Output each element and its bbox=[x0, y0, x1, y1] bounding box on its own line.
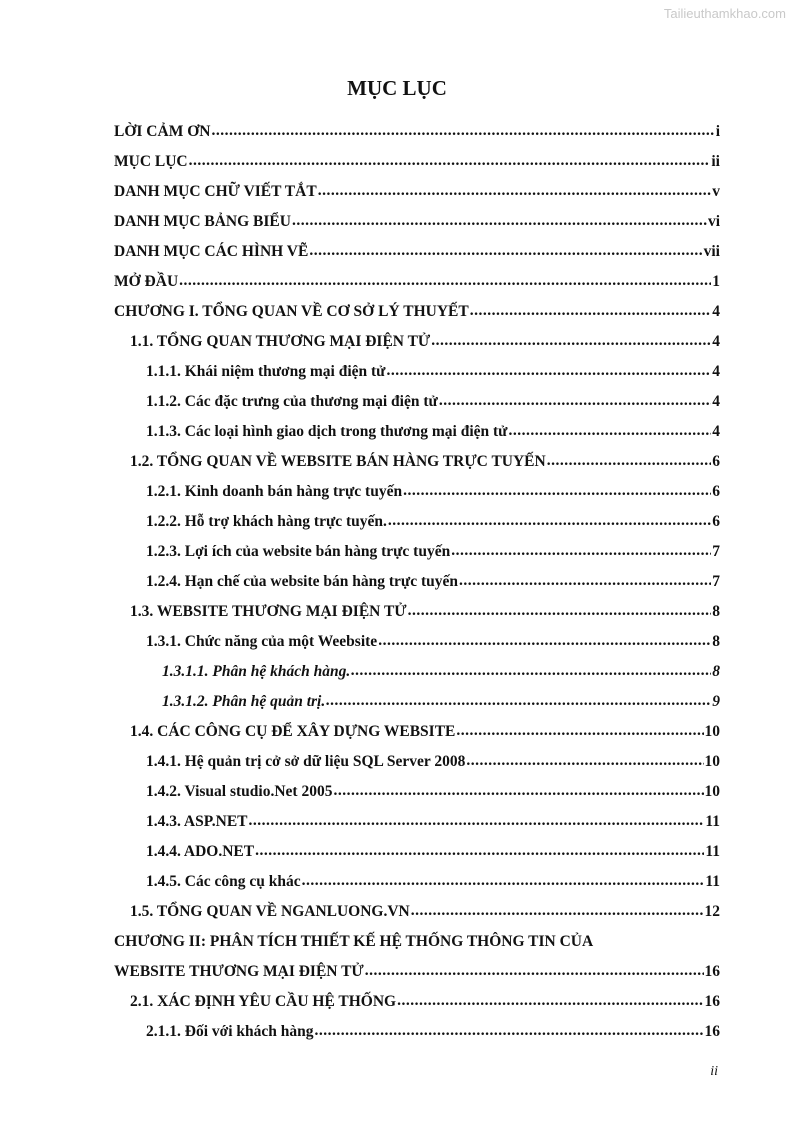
toc-entry-label: MỤC LỤC bbox=[114, 153, 188, 170]
toc-entry-label: DANH MỤC BẢNG BIỂU bbox=[114, 213, 291, 230]
toc-entry-label: CHƯƠNG I. TỔNG QUAN VỀ CƠ SỞ LÝ THUYẾT bbox=[114, 303, 469, 320]
page-number: ii bbox=[710, 1064, 718, 1079]
toc-entry-label: 1.2.4. Hạn chế của website bán hàng trực tuyến bbox=[146, 573, 458, 590]
toc-entry-label: 1.3. WEBSITE THƯƠNG MẠI ĐIỆN TỬ bbox=[130, 603, 407, 620]
toc-entry-page: v bbox=[712, 183, 720, 200]
toc-entry-label: WEBSITE THƯƠNG MẠI ĐIỆN TỬ bbox=[114, 963, 364, 980]
toc-leader-dots bbox=[456, 722, 703, 740]
toc-entry-label: 1.3.1.2. Phân hệ quản trị. bbox=[162, 693, 326, 710]
toc-entry-label: 1.2.3. Lợi ích của website bán hàng trực tuyến bbox=[146, 543, 451, 560]
toc-entry[interactable] bbox=[146, 801, 720, 831]
toc-entry-page: 6 bbox=[712, 513, 720, 530]
toc-leader-dots bbox=[292, 212, 707, 230]
toc-entry[interactable] bbox=[146, 861, 720, 891]
toc-entry-page: vii bbox=[703, 243, 720, 260]
toc-entry-label: 1.2.1. Kinh doanh bán hàng trực tuyến bbox=[146, 483, 403, 500]
toc-leader-dots bbox=[397, 992, 703, 1010]
toc-leader-dots bbox=[439, 392, 711, 410]
toc-entry[interactable] bbox=[146, 831, 720, 861]
toc-leader-dots bbox=[326, 692, 711, 710]
toc-entry-page: 11 bbox=[705, 843, 720, 860]
toc-leader-dots bbox=[302, 872, 705, 890]
toc-leader-dots bbox=[459, 572, 711, 590]
toc-entry-label: MỞ ĐẦU bbox=[114, 273, 179, 290]
toc-entry-page: 4 bbox=[712, 303, 720, 320]
page-title: MỤC LỤC bbox=[347, 76, 447, 100]
toc-entry[interactable] bbox=[114, 921, 720, 951]
toc-entry[interactable] bbox=[114, 141, 720, 171]
toc-leader-dots bbox=[179, 272, 711, 290]
toc-entry-label: DANH MỤC CÁC HÌNH VẼ bbox=[114, 243, 309, 260]
toc-entry-page: 1 bbox=[712, 273, 720, 290]
toc-entry[interactable] bbox=[114, 231, 720, 261]
toc-entry[interactable] bbox=[146, 741, 720, 771]
toc-entry-label: CHƯƠNG II: PHÂN TÍCH THIẾT KẾ HỆ THỐNG THÔNG TIN CỦA bbox=[114, 933, 594, 950]
toc-entry[interactable] bbox=[130, 711, 720, 741]
toc-entry-page: 4 bbox=[712, 423, 720, 440]
toc-entry[interactable] bbox=[146, 411, 720, 441]
toc-entry-page: i bbox=[715, 123, 720, 140]
toc-entry-page: 12 bbox=[704, 903, 720, 920]
toc-entry[interactable] bbox=[146, 621, 720, 651]
toc-entry-label: 1.4.3. ASP.NET bbox=[146, 813, 248, 830]
toc-leader-dots bbox=[318, 182, 712, 200]
toc-entry-page: 8 bbox=[712, 663, 720, 680]
toc-entry-label: 1.3.1.1. Phân hệ khách hàng. bbox=[162, 663, 351, 680]
watermark-text: Tailieuthamkhao.com bbox=[663, 6, 786, 21]
toc-entry[interactable] bbox=[146, 561, 720, 591]
toc-entry-label: DANH MỤC CHỮ VIẾT TẮT bbox=[114, 183, 317, 200]
toc-entry-label: 1.1.3. Các loại hình giao dịch trong thương mại điện tử bbox=[146, 423, 508, 440]
toc-entry[interactable] bbox=[146, 381, 720, 411]
toc-entry-page: vi bbox=[707, 213, 720, 230]
toc-entry-label: 1.3.1. Chức năng của một Weebsite bbox=[146, 633, 378, 650]
toc-entry[interactable] bbox=[146, 351, 720, 381]
toc-entry[interactable] bbox=[114, 171, 720, 201]
toc-entry[interactable] bbox=[114, 291, 720, 321]
toc-entry-label: 2.1.1. Đối với khách hàng bbox=[146, 1023, 314, 1040]
toc-leader-dots bbox=[333, 782, 703, 800]
toc-entry[interactable] bbox=[146, 1011, 720, 1041]
toc-entry-page: 8 bbox=[712, 603, 720, 620]
toc-entry[interactable] bbox=[146, 471, 720, 501]
toc-entry[interactable] bbox=[146, 531, 720, 561]
toc-leader-dots bbox=[386, 362, 711, 380]
toc-leader-dots bbox=[408, 602, 712, 620]
toc-entry-label: 1.4.5. Các công cụ khác bbox=[146, 873, 301, 890]
toc-entry-page: 7 bbox=[712, 573, 720, 590]
toc-entry-label: 1.1.1. Khái niệm thương mại điện tử bbox=[146, 363, 386, 380]
toc-leader-dots bbox=[466, 752, 703, 770]
toc-leader-dots bbox=[388, 512, 711, 530]
toc-leader-dots bbox=[547, 452, 712, 470]
toc-leader-dots bbox=[249, 812, 705, 830]
toc-entry-label: 1.4. CÁC CÔNG CỤ ĐỂ XÂY DỰNG WEBSITE bbox=[130, 723, 456, 740]
toc-entry-page: 6 bbox=[712, 453, 720, 470]
toc-entry[interactable] bbox=[130, 591, 720, 621]
toc-entry-page: 7 bbox=[712, 543, 720, 560]
toc-entry-page: 16 bbox=[704, 993, 720, 1010]
toc-entry-label: 1.1. TỔNG QUAN THƯƠNG MẠI ĐIỆN TỬ bbox=[130, 333, 431, 350]
toc-leader-dots bbox=[403, 482, 711, 500]
toc-entry-page: 16 bbox=[704, 1023, 720, 1040]
toc-entry[interactable] bbox=[114, 201, 720, 231]
toc-entry[interactable] bbox=[114, 261, 720, 291]
toc-entry-label: 1.1.2. Các đặc trưng của thương mại điện tử bbox=[146, 393, 438, 410]
toc-entry[interactable] bbox=[162, 651, 720, 681]
toc-entry[interactable] bbox=[114, 951, 720, 981]
toc-leader-dots bbox=[315, 1022, 704, 1040]
toc-entry-page: 11 bbox=[705, 813, 720, 830]
toc-entry[interactable] bbox=[130, 891, 720, 921]
toc-entry-page: 9 bbox=[712, 693, 720, 710]
toc-leader-dots bbox=[255, 842, 704, 860]
toc-leader-dots bbox=[470, 302, 712, 320]
toc-entry-label: 1.4.2. Visual studio.Net 2005 bbox=[146, 783, 333, 800]
toc-entry-label: 1.4.1. Hệ quản trị cở sở dữ liệu SQL Server 2008 bbox=[146, 753, 466, 770]
toc-entry-page: 10 bbox=[704, 753, 720, 770]
toc-entry[interactable] bbox=[130, 321, 720, 351]
toc-entry-page: 4 bbox=[712, 363, 720, 380]
toc-entry-page: 10 bbox=[704, 783, 720, 800]
toc-entry[interactable] bbox=[162, 681, 720, 711]
toc-entry-label: 1.5. TỔNG QUAN VỀ NGANLUONG.VN bbox=[130, 903, 410, 920]
toc-entry[interactable] bbox=[130, 981, 720, 1011]
toc-entry[interactable] bbox=[146, 501, 720, 531]
toc-entry-label: 1.2.2. Hỗ trợ khách hàng trực tuyến. bbox=[146, 513, 387, 530]
toc-entry-page: 4 bbox=[712, 393, 720, 410]
toc-leader-dots bbox=[211, 122, 714, 140]
toc-entry-label: 2.1. XÁC ĐỊNH YÊU CẦU HỆ THỐNG bbox=[130, 993, 397, 1010]
toc-entry-page: ii bbox=[711, 153, 720, 170]
toc-entry[interactable] bbox=[130, 441, 720, 471]
toc-leader-dots bbox=[365, 962, 704, 980]
toc-entry[interactable] bbox=[146, 771, 720, 801]
toc-leader-dots bbox=[309, 242, 702, 260]
toc-entry-page: 16 bbox=[704, 963, 720, 980]
toc-entry-label: 1.4.4. ADO.NET bbox=[146, 843, 255, 860]
toc-entry-label: 1.2. TỔNG QUAN VỀ WEBSITE BÁN HÀNG TRỰC TUYẾN bbox=[130, 453, 546, 470]
toc-leader-dots bbox=[351, 662, 711, 680]
toc-leader-dots bbox=[451, 542, 711, 560]
toc-leader-dots bbox=[378, 632, 711, 650]
toc-leader-dots bbox=[411, 902, 704, 920]
toc-entry-page: 11 bbox=[705, 873, 720, 890]
toc-leader-dots bbox=[189, 152, 711, 170]
toc-entry-page: 4 bbox=[712, 333, 720, 350]
toc-entry-page: 8 bbox=[712, 633, 720, 650]
toc-leader-dots bbox=[431, 332, 711, 350]
toc-entry-page: 6 bbox=[712, 483, 720, 500]
toc-entry[interactable] bbox=[114, 111, 720, 141]
toc-entry-page: 10 bbox=[704, 723, 720, 740]
toc-leader-dots bbox=[509, 422, 712, 440]
toc-entry-label: LỜI CẢM ƠN bbox=[114, 123, 211, 140]
